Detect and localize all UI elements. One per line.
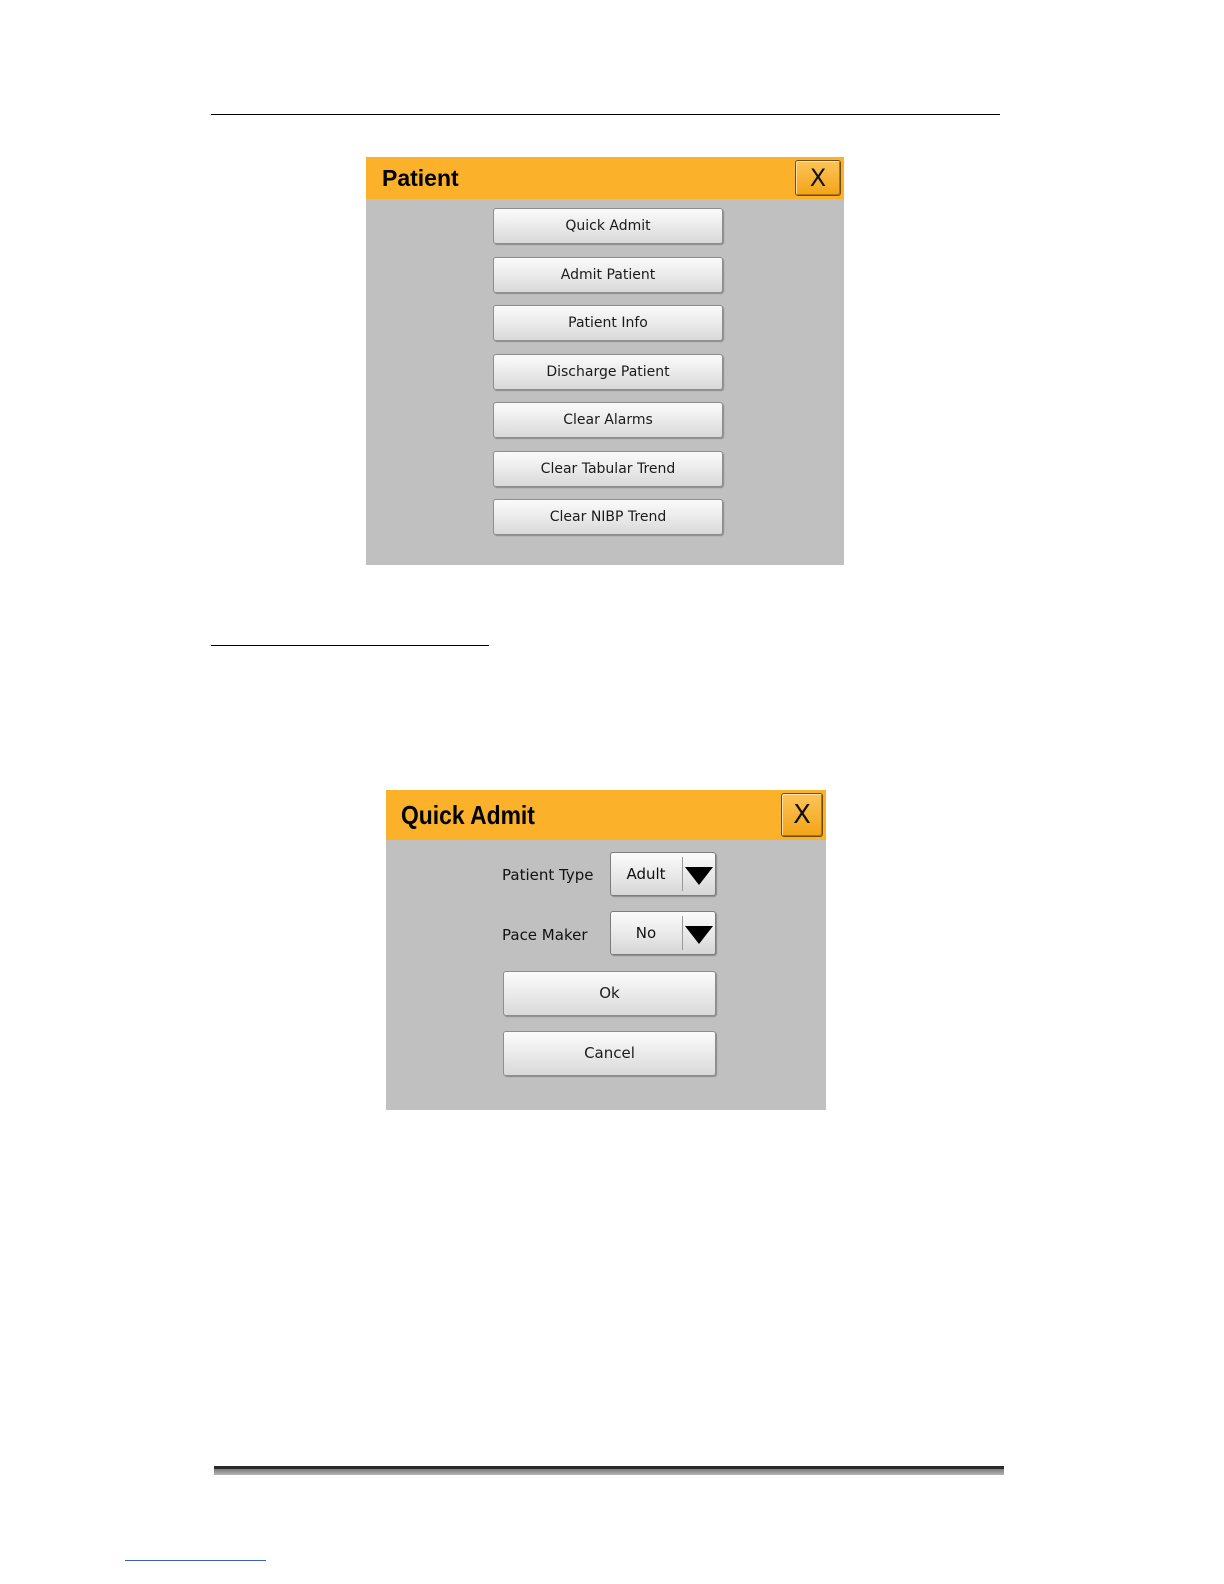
patient-type-select[interactable] (610, 852, 716, 896)
pace-maker-value: No (635, 924, 657, 942)
section-heading-rule (211, 645, 489, 646)
quick-admit-title: Quick Admit (401, 800, 535, 830)
page-footer-rule (214, 1466, 1004, 1475)
dropdown-arrow-icon (685, 926, 713, 944)
cancel-button[interactable]: Cancel (503, 1031, 716, 1076)
admit-patient-button[interactable]: Admit Patient (493, 257, 723, 293)
quick-admit-close-button[interactable]: X (781, 793, 823, 837)
clear-tabular-trend-button[interactable]: Clear Tabular Trend (493, 451, 723, 487)
patient-menu-title: Patient (382, 165, 459, 191)
discharge-patient-button[interactable]: Discharge Patient (493, 354, 723, 390)
quick-admit-header (386, 790, 826, 840)
patient-type-label: Patient Type (502, 866, 594, 884)
clear-nibp-trend-button[interactable]: Clear NIBP Trend (493, 499, 723, 535)
clear-alarms-button[interactable]: Clear Alarms (493, 402, 723, 438)
select-divider (682, 916, 683, 950)
dropdown-arrow-icon (685, 867, 713, 885)
quick-admit-button[interactable]: Quick Admit (493, 208, 723, 244)
page-header-rule (211, 114, 1000, 115)
pace-maker-label: Pace Maker (502, 926, 588, 944)
select-divider (682, 857, 683, 891)
quick-admit-dialog (386, 790, 826, 1110)
pace-maker-select[interactable] (610, 911, 716, 955)
patient-menu-header (366, 157, 844, 199)
ok-button[interactable]: Ok (503, 971, 716, 1016)
patient-info-button[interactable]: Patient Info (493, 305, 723, 341)
patient-menu-dialog (366, 157, 844, 565)
patient-menu-close-button[interactable]: X (795, 160, 841, 196)
patient-type-value: Adult (626, 865, 666, 883)
footer-link-underline (125, 1560, 266, 1561)
